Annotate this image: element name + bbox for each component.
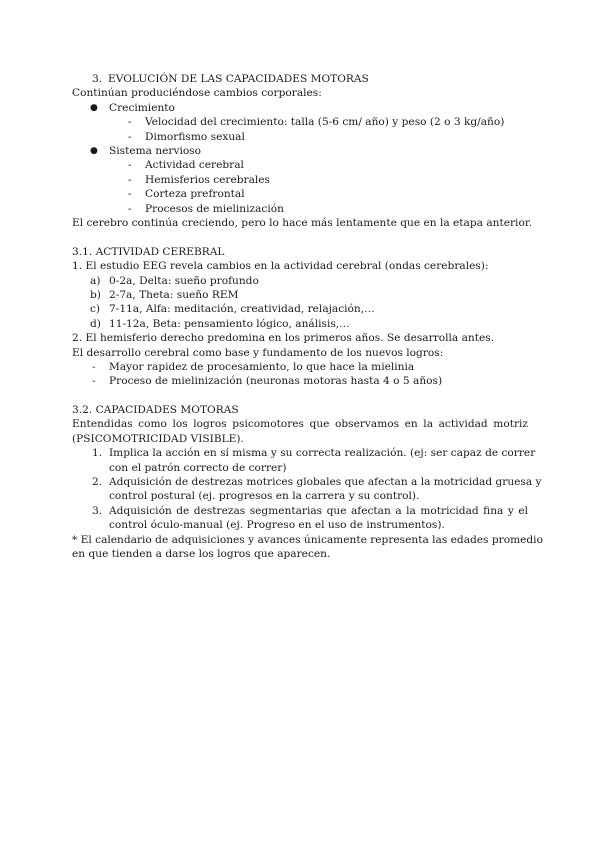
spacer [72, 230, 528, 244]
sub-item-text: Velocidad del crecimiento: talla (5-6 cm/ año) y peso (2 o 3 kg/año) [145, 116, 505, 129]
dash-marker: - [92, 360, 96, 373]
numbered-item-continuation [72, 461, 528, 475]
heading-number: 3. [92, 73, 103, 85]
sub-item [72, 187, 528, 201]
wave-marker: d) [90, 317, 101, 330]
bullet-label: Sistema nervioso [109, 144, 202, 157]
wave-item [72, 317, 528, 331]
section-32-heading: 3.2. CAPACIDADES MOTORAS [72, 404, 239, 417]
numbered-item [72, 475, 542, 489]
sub-item [72, 173, 528, 187]
dash-marker: - [128, 130, 132, 143]
sub-item-text: Dimorfismo sexual [145, 130, 245, 143]
sub-item-text: Corteza prefrontal [145, 188, 245, 201]
numbered-item-continuation [72, 518, 528, 532]
item-line-2: con el patrón correcto de correr) [109, 461, 287, 474]
section-31-heading: 3.1. ACTIVIDAD CEREBRAL [72, 245, 225, 258]
wave-text: 0-2a, Delta: sueño profundo [109, 274, 259, 287]
wave-item [72, 302, 528, 316]
wave-item [72, 288, 528, 302]
bullet-label: Crecimiento [109, 101, 175, 114]
sub-item-text: Actividad cerebral [145, 159, 244, 172]
bullet-item [72, 144, 528, 158]
dash-marker: - [128, 188, 132, 201]
sub-item [72, 158, 528, 172]
item-marker: 1. [92, 447, 103, 460]
spacer [72, 389, 528, 403]
dash-marker: - [128, 116, 132, 129]
section-32-intro-line-2: (PSICOMOTRICIDAD VISIBLE). [72, 432, 244, 445]
heading-text: EVOLUCIÓN DE LAS CAPACIDADES MOTORAS [108, 73, 369, 85]
sub-item [72, 130, 528, 144]
item-line-1: Implica la acción en sí misma y su correcta realización. (ej: ser capaz de correr [109, 447, 536, 460]
wave-marker: b) [90, 288, 101, 301]
section-3-intro: Continúan produciéndose cambios corporales: [72, 87, 322, 100]
sub-item [72, 115, 528, 129]
item-marker: 2. [92, 476, 103, 489]
dash-item [72, 374, 528, 388]
sub-item-text: Procesos de mielinización [145, 202, 284, 215]
document-page [72, 72, 543, 561]
sub-item-text: Hemisferios cerebrales [145, 173, 270, 186]
section-31-base: El desarrollo cerebral como base y fundamento de los nuevos logros: [72, 346, 444, 359]
dash-item-text: Proceso de mielinización (neuronas motoras hasta 4 o 5 años) [109, 375, 443, 388]
section-32-intro-line-1: Entendidas como los logros psicomotores que observamos en la actividad motriz [72, 418, 528, 431]
dash-marker: - [128, 159, 132, 172]
bullet-dot-icon: ● [90, 145, 98, 156]
dash-marker: - [128, 202, 132, 215]
dash-item [72, 360, 528, 374]
wave-text: 11-12a, Beta: pensamiento lógico, análisis,… [109, 317, 350, 330]
item-line-1: Adquisición de destrezas segmentarias que afectan a la motricidad fina y el [109, 504, 528, 517]
wave-text: 2-7a, Theta: sueño REM [109, 288, 239, 301]
dash-marker: - [128, 173, 132, 186]
bullet-dot-icon: ● [90, 102, 98, 113]
wave-item [72, 274, 528, 288]
wave-marker: c) [90, 303, 101, 316]
item-marker: 3. [92, 504, 103, 517]
footnote-line-2: en que tienden a darse los logros que aparecen. [72, 548, 331, 561]
item-line-2: control postural (ej. progresos en la carrera y su control). [109, 490, 420, 503]
numbered-item [72, 504, 528, 518]
dash-item-text: Mayor rapidez de procesamiento, lo que hace la mielinia [109, 360, 415, 373]
section-31-point-1: 1. El estudio EEG revela cambios en la actividad cerebral (ondas cerebrales): [72, 260, 489, 273]
item-line-1: Adquisición de destrezas motrices globales que afectan a la motricidad gruesa y [109, 476, 542, 489]
wave-marker: a) [90, 274, 101, 287]
dash-marker: - [92, 375, 96, 388]
section-31-point-2: 2. El hemisferio derecho predomina en los primeros años. Se desarrolla antes. [72, 332, 495, 345]
section-3-closing: El cerebro continúa creciendo, pero lo hace más lentamente que en la etapa anterior. [72, 216, 533, 229]
numbered-item [72, 446, 536, 460]
numbered-item-continuation [72, 489, 528, 503]
section-3-heading [72, 72, 528, 86]
item-line-2: control óculo-manual (ej. Progreso en el uso de instrumentos). [109, 519, 445, 532]
bullet-item [72, 101, 528, 115]
wave-text: 7-11a, Alfa: meditación, creatividad, relajación,… [109, 303, 375, 316]
footnote-line-1: * El calendario de adquisiciones y avances únicamente representa las edades promedio [72, 533, 543, 546]
sub-item [72, 202, 528, 216]
